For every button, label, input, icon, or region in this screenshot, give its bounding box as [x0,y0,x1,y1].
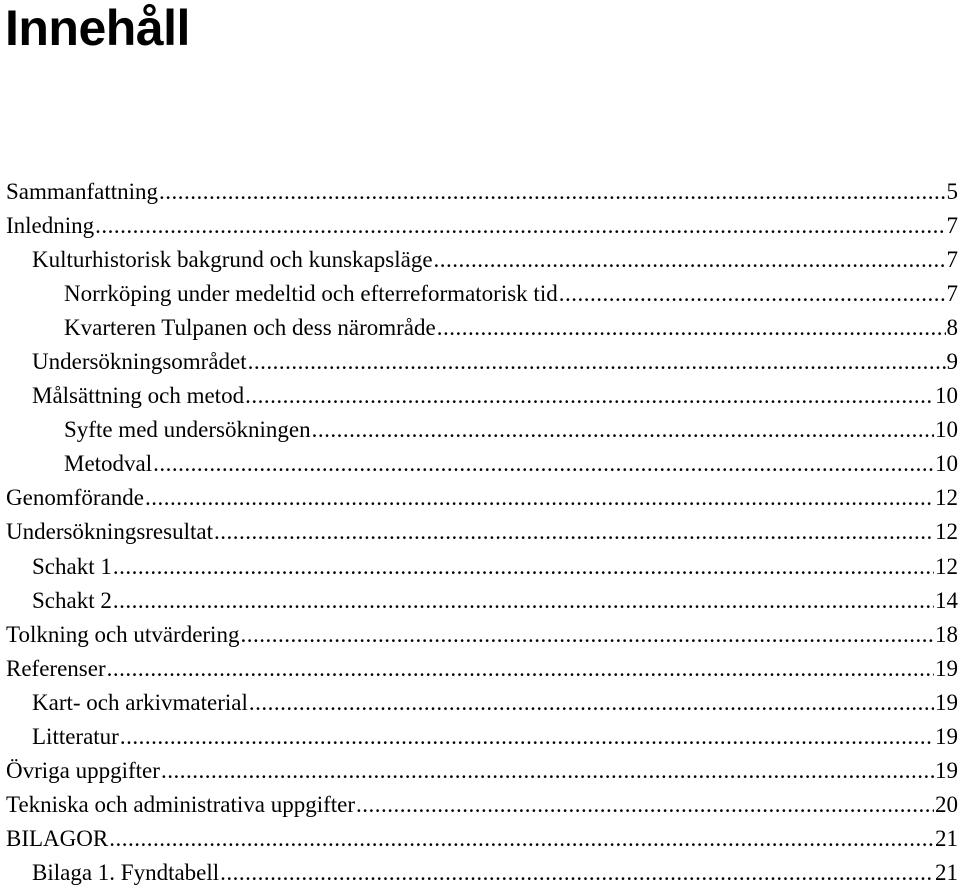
toc-leader-dots [356,788,934,822]
toc-entry-label[interactable]: Inledning [6,213,95,239]
toc-entry-label[interactable]: Kulturhistorisk bakgrund och kunskapsläge [32,247,433,273]
toc-leader-dots [245,379,934,413]
toc-page-number[interactable]: 19 [935,757,958,783]
toc-page-number[interactable]: 18 [935,621,958,647]
toc-entry[interactable] [0,379,960,413]
toc-entry-label[interactable]: Kart- och arkivmaterial [32,689,248,715]
toc-entry-label[interactable]: Tekniska och administrativa uppgifter [6,791,356,817]
toc-leader-dots [240,618,934,652]
toc-entry-label[interactable]: Sammanfattning [6,179,159,204]
toc-page-number[interactable]: 21 [935,859,958,885]
toc-page-number[interactable]: 19 [935,723,958,749]
toc-entry-label[interactable]: Metodval [64,451,153,477]
toc-entry[interactable] [0,618,960,652]
toc-entry[interactable] [0,209,960,243]
toc-entry[interactable] [0,652,960,686]
toc-entry-label[interactable]: Övriga uppgifter [6,757,160,783]
toc-entry-label[interactable]: Undersökningsresultat [6,519,213,545]
toc-page-number[interactable]: 12 [935,485,958,511]
toc-leader-dots [161,754,934,788]
toc-entry-label[interactable]: Undersökningsområdet [32,349,247,375]
toc-entry[interactable] [0,243,960,277]
toc-entry[interactable] [0,175,960,209]
toc-entry[interactable] [0,481,960,515]
toc-leader-dots [312,413,934,447]
toc-entry-label[interactable]: Genomförande [6,485,144,511]
page-title: Innehåll [5,0,190,56]
toc-leader-dots [153,447,934,481]
toc-entry[interactable] [0,856,960,890]
toc-leader-dots [113,584,934,618]
toc-page-number[interactable]: 8 [946,315,958,341]
toc-entry-label[interactable]: BILAGOR [6,825,109,851]
toc-entry[interactable] [0,754,960,788]
toc-page-number[interactable]: 5 [946,179,958,204]
toc-page-number[interactable]: 19 [935,655,958,681]
toc-leader-dots [159,175,945,209]
toc-page-number[interactable]: 12 [935,553,958,579]
toc-entry[interactable] [0,686,960,720]
table-of-contents [0,175,960,890]
toc-page-number[interactable]: 7 [946,247,958,273]
toc-leader-dots [248,345,946,379]
toc-entry-label[interactable]: Norrköping under medeltid och efterreformatorisk tid [64,281,558,307]
toc-leader-dots [107,652,934,686]
toc-entry-label[interactable]: Kvarteren Tulpanen och dess närområde [64,315,436,341]
toc-entry-label[interactable]: Bilaga 1. Fyndtabell [32,859,220,885]
toc-entry[interactable] [0,822,960,856]
toc-leader-dots [437,311,946,345]
toc-leader-dots [434,243,946,277]
toc-entry-label[interactable]: Schakt 2 [32,587,112,613]
toc-page-number[interactable]: 21 [935,825,958,851]
toc-entry-label[interactable]: Tolkning och utvärdering [6,621,240,647]
toc-entry[interactable] [0,413,960,447]
toc-page-number[interactable]: 14 [935,587,958,613]
toc-leader-dots [113,550,934,584]
toc-entry[interactable] [0,515,960,549]
toc-leader-dots [249,686,934,720]
toc-entry-label[interactable]: Litteratur [32,723,119,749]
toc-page-number[interactable]: 10 [935,417,958,443]
toc-entry[interactable] [0,277,960,311]
toc-leader-dots [145,481,934,515]
toc-leader-dots [220,856,934,890]
toc-page-number[interactable]: 19 [935,689,958,715]
toc-entry[interactable] [0,311,960,345]
toc-page-number[interactable]: 7 [946,281,958,307]
toc-entry-label[interactable]: Målsättning och metod [32,383,245,409]
toc-page-number[interactable]: 9 [946,349,958,375]
toc-leader-dots [559,277,946,311]
toc-page-number[interactable]: 10 [935,383,958,409]
toc-page-number[interactable]: 10 [935,451,958,477]
toc-page-number[interactable]: 12 [935,519,958,545]
toc-leader-dots [95,209,945,243]
toc-entry[interactable] [0,345,960,379]
toc-entry[interactable] [0,720,960,754]
toc-entry[interactable] [0,447,960,481]
toc-leader-dots [214,515,934,549]
toc-entry[interactable] [0,788,960,822]
toc-entry[interactable] [0,550,960,584]
toc-page-number[interactable]: 7 [946,213,958,239]
toc-entry-label[interactable]: Referenser [6,655,106,681]
toc-entry-label[interactable]: Schakt 1 [32,553,112,579]
toc-leader-dots [120,720,934,754]
toc-leader-dots [109,822,934,856]
toc-page-number[interactable]: 20 [935,791,958,817]
toc-entry[interactable] [0,584,960,618]
toc-entry-label[interactable]: Syfte med undersökningen [64,417,311,443]
